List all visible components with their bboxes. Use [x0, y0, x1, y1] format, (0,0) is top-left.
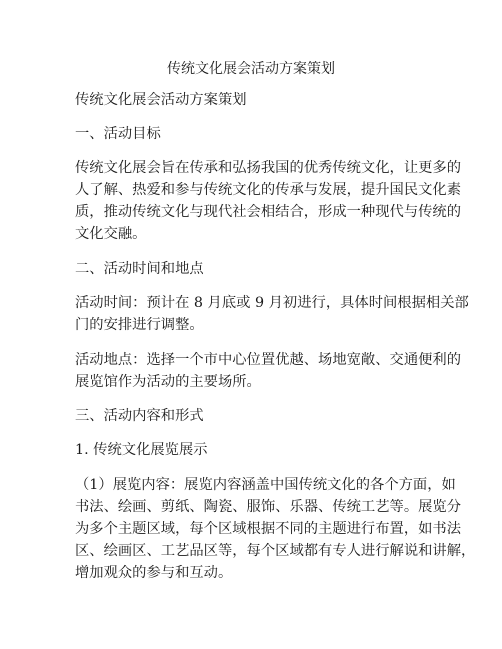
section-heading-content: 三、活动内容和形式 — [75, 408, 204, 424]
paragraph-line: 区、绘画区、工艺品区等，每个区域都有专人进行解说和讲解， — [75, 543, 476, 559]
section-heading-goals: 一、活动目标 — [75, 126, 161, 142]
document-title: 传统文化展会活动方案策划 — [167, 61, 335, 77]
paragraph-line: 为多个主题区域，每个区域根据不同的主题进行布置，如书法 — [75, 521, 462, 537]
section-heading-time-place: 二、活动时间和地点 — [75, 261, 204, 277]
document-subtitle: 传统文化展会活动方案策划 — [75, 92, 247, 108]
subsection-heading-exhibition: 1. 传统文化展览展示 — [75, 442, 208, 458]
paragraph-line: 传统文化展会旨在传承和弘扬我国的优秀传统文化，让更多的 — [75, 160, 462, 176]
paragraph-line: 书法、绘画、剪纸、陶瓷、服饰、乐器、传统工艺等。展览分 — [75, 499, 462, 515]
paragraph-line: 门的安排进行调整。 — [75, 317, 204, 333]
paragraph-line: 文化交融。 — [75, 226, 147, 242]
paragraph-line: 活动地点：选择一个市中心位置优越、场地宽敞、交通便利的 — [75, 352, 462, 368]
paragraph-line: 活动时间：预计在 8 月底或 9 月初进行，具体时间根据相关部 — [75, 295, 469, 311]
paragraph-line: （1）展览内容：展览内容涵盖中国传统文化的各个方面，如 — [75, 477, 456, 493]
paragraph-line: 增加观众的参与和互动。 — [75, 565, 233, 581]
paragraph-line: 质，推动传统文化与现代社会相结合，形成一种现代与传统的 — [75, 204, 462, 220]
paragraph-line: 人了解、热爱和参与传统文化的传承与发展，提升国民文化素 — [75, 182, 462, 198]
paragraph-line: 展览馆作为活动的主要场所。 — [75, 374, 261, 390]
